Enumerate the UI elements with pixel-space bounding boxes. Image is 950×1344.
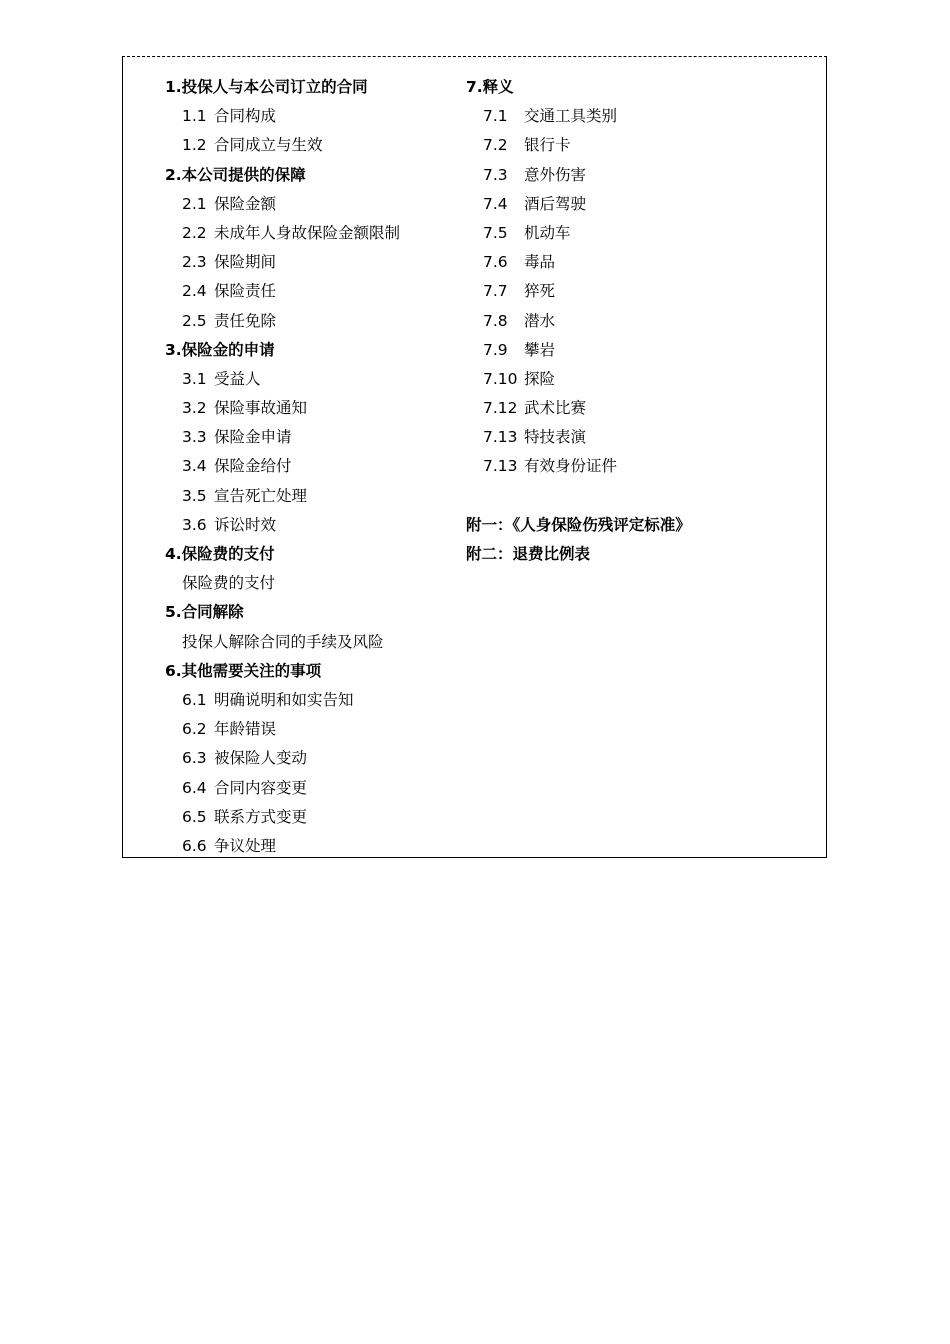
- toc-entry-number: 3.5: [182, 486, 207, 505]
- toc-entry[interactable]: [165, 832, 400, 861]
- toc-section-heading[interactable]: [165, 540, 400, 569]
- toc-entry-title: 保险期间: [214, 253, 277, 272]
- toc-entry-number: 7.1: [483, 107, 508, 126]
- toc-entry-number: 2.3: [182, 253, 207, 272]
- toc-heading-title: 5.合同解除: [165, 603, 244, 622]
- toc-entry-number: 2.1: [182, 194, 207, 213]
- toc-entry-number: 6.6: [182, 836, 207, 855]
- toc-entry[interactable]: [466, 307, 691, 336]
- toc-entry-title: 合同成立与生效: [214, 136, 323, 155]
- toc-entry-number: 3.4: [182, 457, 207, 476]
- toc-right-column: [466, 73, 691, 569]
- toc-entry-title: 宣告死亡处理: [214, 486, 308, 505]
- toc-entry-title: 毒品: [524, 253, 556, 272]
- toc-entry-number: 6.4: [182, 778, 207, 797]
- toc-entry-title: 诉讼时效: [214, 515, 277, 534]
- toc-entry-number: 6.5: [182, 807, 207, 826]
- toc-entry-title: 银行卡: [524, 136, 571, 155]
- toc-entry[interactable]: [165, 307, 400, 336]
- toc-entry-title: 机动车: [524, 223, 571, 242]
- toc-entry[interactable]: [466, 423, 691, 452]
- toc-entry[interactable]: [165, 569, 400, 598]
- toc-entry[interactable]: [466, 219, 691, 248]
- toc-entry-title: 未成年人身故保险金额限制: [214, 223, 401, 242]
- toc-entry-title: 投保人解除合同的手续及风险: [182, 632, 384, 651]
- toc-entry[interactable]: [165, 277, 400, 306]
- toc-entry-title: 探险: [524, 369, 556, 388]
- toc-entry-number: 7.3: [483, 165, 508, 184]
- toc-heading-title: 3.保险金的申请: [165, 340, 275, 359]
- toc-entry-title: 武术比赛: [524, 399, 587, 418]
- toc-left-column: [165, 73, 400, 861]
- toc-section-heading[interactable]: [165, 336, 400, 365]
- toc-entry[interactable]: [165, 131, 400, 160]
- toc-spacer: [466, 482, 691, 511]
- toc-entry-title: 合同内容变更: [214, 778, 308, 797]
- toc-entry-number: 7.9: [483, 340, 508, 359]
- toc-heading-title: 7.释义: [466, 78, 514, 96]
- toc-heading-title: 2.本公司提供的保障: [165, 165, 306, 184]
- toc-entry-title: 保险金申请: [214, 428, 292, 447]
- toc-entry-title: 争议处理: [214, 836, 277, 855]
- toc-entry-number: 7.6: [483, 253, 508, 272]
- toc-entry-title: 明确说明和如实告知: [214, 690, 354, 709]
- toc-entry-title: 受益人: [214, 369, 261, 388]
- toc-entry-number: 2.4: [182, 282, 207, 301]
- toc-entry[interactable]: [466, 161, 691, 190]
- toc-entry[interactable]: [165, 190, 400, 219]
- toc-entry-number: 3.3: [182, 428, 207, 447]
- toc-heading-title: 附一：《人身保险伤残评定标准》: [466, 515, 691, 534]
- toc-entry[interactable]: [466, 394, 691, 423]
- toc-entry-title: 有效身份证件: [524, 457, 618, 476]
- toc-entry[interactable]: [165, 744, 400, 773]
- toc-entry-title: 保险金额: [214, 194, 277, 213]
- toc-entry[interactable]: [165, 219, 400, 248]
- toc-entry[interactable]: [165, 394, 400, 423]
- toc-entry[interactable]: [466, 452, 691, 481]
- toc-entry[interactable]: [165, 365, 400, 394]
- toc-entry-title: 猝死: [524, 282, 556, 301]
- toc-entry-title: 攀岩: [524, 340, 556, 359]
- toc-entry-number: 7.5: [483, 223, 508, 242]
- toc-entry[interactable]: [466, 190, 691, 219]
- toc-section-heading[interactable]: [466, 540, 691, 569]
- toc-entry[interactable]: [165, 628, 400, 657]
- toc-entry-number: 2.5: [182, 311, 207, 330]
- toc-section-heading[interactable]: [466, 73, 691, 102]
- toc-entry-number: 3.1: [182, 369, 207, 388]
- toc-entry-number: 7.2: [483, 136, 508, 155]
- toc-heading-title: 1.投保人与本公司订立的合同: [165, 78, 368, 96]
- toc-entry-title: 合同构成: [214, 107, 277, 126]
- toc-entry[interactable]: [466, 248, 691, 277]
- toc-entry[interactable]: [466, 102, 691, 131]
- toc-entry[interactable]: [165, 452, 400, 481]
- toc-entry-title: 保险金给付: [214, 457, 292, 476]
- toc-entry-title: 特技表演: [524, 428, 587, 447]
- toc-entry[interactable]: [165, 423, 400, 452]
- toc-section-heading[interactable]: [165, 598, 400, 627]
- toc-entry-number: 6.1: [182, 690, 207, 709]
- toc-entry-title: 交通工具类别: [524, 107, 618, 126]
- toc-entry-number: 1.2: [182, 136, 207, 155]
- toc-entry[interactable]: [165, 248, 400, 277]
- toc-entry[interactable]: [165, 102, 400, 131]
- toc-entry[interactable]: [466, 277, 691, 306]
- toc-entry-number: 7.12: [483, 399, 518, 418]
- toc-heading-title: 4.保险费的支付: [165, 545, 275, 563]
- toc-entry[interactable]: [466, 131, 691, 160]
- toc-entry[interactable]: [165, 511, 400, 540]
- toc-entry-number: 7.4: [483, 194, 508, 213]
- toc-entry-number: 7.13: [483, 457, 518, 476]
- toc-heading-title: 6.其他需要关注的事项: [165, 661, 322, 680]
- toc-entry-title: 责任免除: [214, 311, 277, 330]
- toc-entry[interactable]: [165, 774, 400, 803]
- toc-entry-title: 被保险人变动: [214, 749, 308, 768]
- toc-entry[interactable]: [165, 686, 400, 715]
- toc-entry-title: 潜水: [524, 311, 556, 330]
- toc-entry[interactable]: [165, 715, 400, 744]
- toc-entry-number: 7.7: [483, 282, 508, 301]
- toc-entry-number: 7.10: [483, 369, 518, 388]
- toc-heading-title: 附二：退费比例表: [466, 545, 591, 563]
- table-of-contents: [122, 56, 827, 858]
- toc-entry[interactable]: [466, 365, 691, 394]
- toc-entry-title: 年龄错误: [214, 720, 277, 739]
- toc-entry-title: 酒后驾驶: [524, 194, 587, 213]
- toc-entry-title: 保险事故通知: [214, 399, 308, 418]
- toc-entry-title: 联系方式变更: [214, 807, 308, 826]
- toc-entry[interactable]: [165, 803, 400, 832]
- toc-entry-number: 1.1: [182, 107, 207, 126]
- toc-section-heading[interactable]: [466, 511, 691, 540]
- toc-entry-title: 意外伤害: [524, 165, 587, 184]
- toc-section-heading[interactable]: [165, 657, 400, 686]
- toc-entry-number: 3.6: [182, 515, 207, 534]
- toc-entry-number: 6.3: [182, 749, 207, 768]
- toc-section-heading[interactable]: [165, 161, 400, 190]
- toc-entry-number: 7.8: [483, 311, 508, 330]
- toc-section-heading[interactable]: [165, 73, 400, 102]
- toc-entry-number: 2.2: [182, 223, 207, 242]
- toc-entry[interactable]: [466, 336, 691, 365]
- toc-entry-number: 6.2: [182, 720, 207, 739]
- toc-entry-number: 7.13: [483, 428, 518, 447]
- toc-entry-number: 3.2: [182, 399, 207, 418]
- toc-entry-title: 保险责任: [214, 282, 277, 301]
- toc-entry-title: 保险费的支付: [182, 574, 276, 593]
- toc-entry[interactable]: [165, 482, 400, 511]
